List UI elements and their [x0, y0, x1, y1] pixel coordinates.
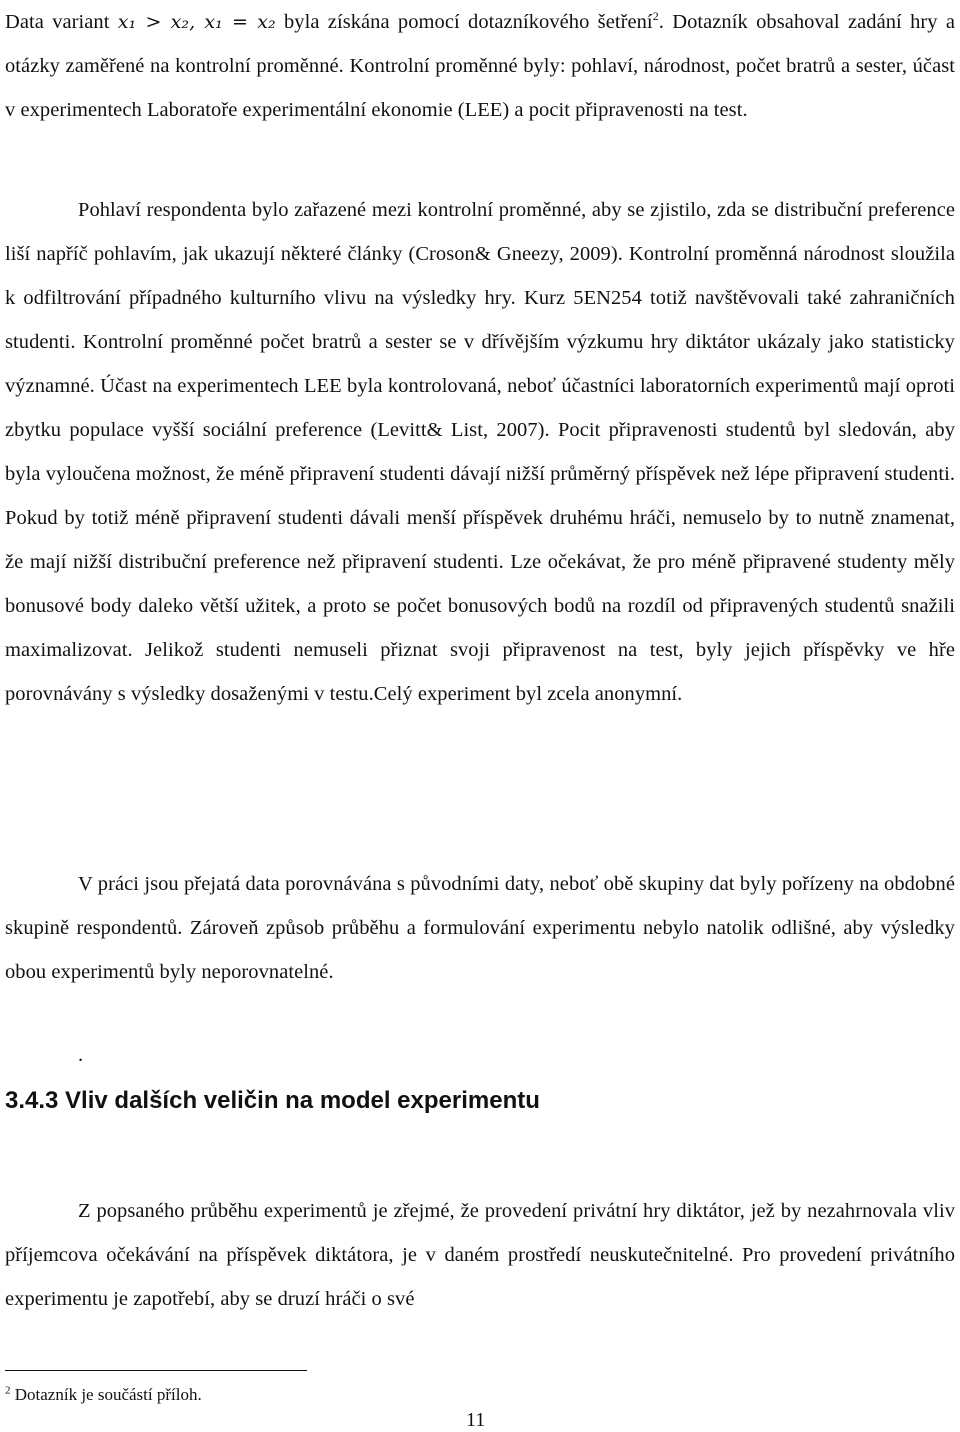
footnote-number: 2: [5, 1384, 11, 1397]
intro-paragraph: [5, 0, 955, 132]
section-heading: 3.4.3 Vliv dalších veličin na model experimentu: [5, 1087, 540, 1114]
stray-dot: .: [78, 1044, 84, 1066]
control-variables-paragraph: Pohlaví respondenta bylo zařazené mezi kontrolní proměnné, aby se zjistilo, zda se distribuční preference liší napříč pohlavím, jak ukazují některé články (Croson& Gneezy, 2009). Kontrolní proměnná národnost sloužila k odfiltrování případného kulturního vlivu na výsledky hry. Kurz 5EN254 totiž navštěvovali také zahraničních studenti. Kontrolní proměnné počet bratrů a sester se v dřívějším výzkumu hry diktátor ukázaly jako statisticky významné. Účast na experimentech LEE byla kontrolovaná, neboť účastníci laboratorních experimentů mají oproti zbytku populace vyšší sociální preference (Levitt& List, 2007). Pocit připravenosti studentů byl sledován, aby byla vyloučena možnost, že méně připravení studenti dávají nižší průměrný příspěvek než lépe připravení studenti. Pokud by totiž méně připravení studenti dávali menší příspěvek druhému hráči, nemuselo by to nutně znamenat, že mají nižší distribuční preference než připravení studenti. Lze očekávat, že pro méně připravené studenty měly bonusové body daleko větší užitek, a proto se počet bonusových bodů na rozdíl od připravených studentů snažili maximalizovat. Jelikož studenti nemuseli přiznat svoji připravenost na test, byly jejich příspěvky ve hře porovnávány s výsledky dosaženými v testu.Celý experiment byl zcela anonymní.: [5, 199, 955, 705]
data-comparison-paragraph: V práci jsou přejatá data porovnávána s původními daty, neboť obě skupiny dat byly pořízeny na obdobné skupině respondentů. Zároveň způsob průběhu a formulování experimentu nebylo natolik odlišné, aby výsledky obou experimentů byly neporovnatelné.: [5, 873, 955, 983]
section-body-paragraph: Z popsaného průběhu experimentů je zřejmé, že provedení privátní hry diktátor, jež by nezahrnovala vliv příjemcova očekávání na příspěvek diktátora, je v daném prostředí neuskutečnitelné. Pro provedení privátního experimentu je zapotřebí, aby se druzí hráči o své: [5, 1200, 955, 1310]
intro-text-rest: . Dotazník obsahoval zadání hry a otázky zaměřené na kontrolní proměnné. Kontrolní proměnné byly: pohlaví, národnost, počet bratrů a sester, účast v experimentech Laboratoře experimentální ekonomie (LEE) a pocit připravenosti na test.: [5, 11, 956, 121]
footnote-reference[interactable]: 2: [652, 9, 659, 24]
intro-text-mid: byla získána pomocí dotazníkového šetření: [275, 11, 653, 33]
footnote-divider: [5, 1370, 307, 1371]
footnote: [5, 1382, 202, 1408]
footnote-text: Dotazník je součástí příloh.: [10, 1385, 202, 1404]
math-expression: x₁ > x₂, x₁ = x₂: [117, 11, 276, 33]
page-number: 11: [466, 1409, 486, 1431]
intro-text-start: Data variant: [5, 11, 118, 33]
